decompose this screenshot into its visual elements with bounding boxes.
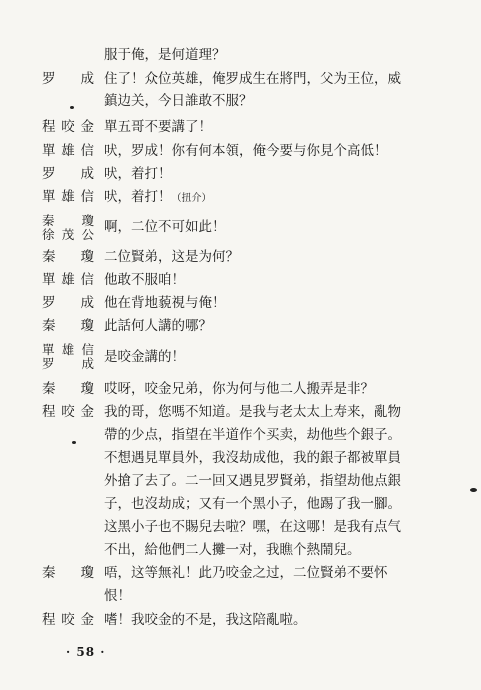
speaker-name: 罗 成 — [42, 356, 94, 371]
line-text: 唔，这等無礼！此乃咬金之过，二位賢弟不要怀 — [104, 565, 388, 581]
line-text: 子，也沒劫成；又有一个黑小子，他踢了我一腳。 — [104, 496, 401, 512]
speaker-name: 罗 成 — [42, 166, 94, 182]
speaker-name: 程咬金 — [42, 612, 94, 628]
line-text: 我的哥，您嗎不知道。是我与老太太上寿来，亂物 — [104, 404, 401, 420]
line-text: 二位賢弟，这是为何？ — [104, 249, 239, 265]
line-text: 帶的少点，指望在半道作个买卖，劫他些个銀子。 — [104, 427, 401, 443]
print-speck — [72, 441, 76, 444]
line-text: 鎮边关，今日誰敢不服？ — [104, 93, 253, 109]
line-text: 吠，罗成！你有何本領，俺今要与你見个高低！ — [104, 143, 388, 159]
print-speck — [70, 106, 74, 109]
speaker-name: 單雄信 — [42, 143, 94, 159]
line-text: 吠，着打！ — [104, 166, 172, 182]
line-text: 單五哥不要講了！ — [104, 119, 212, 135]
speaker-name: 程咬金 — [42, 119, 94, 135]
speaker-name: 秦 瓊 — [42, 249, 94, 265]
page-number: · 58 · — [66, 645, 106, 659]
stage-direction: （扭介） — [171, 193, 212, 204]
line-text: 他在背地藐視与俺！ — [104, 295, 226, 311]
line-text: 不想遇見單員外，我沒劫成他，我的銀子都被單員 — [104, 450, 401, 466]
line-text: 这黑小子也不賜兒去啦？嘿，在这哪！是我有点气 — [104, 519, 401, 535]
line-text: 嗜！我咬金的不是，我这陪亂啦。 — [104, 612, 307, 628]
speaker-name: 單雄信 — [42, 272, 94, 288]
speaker-name: 罗 成 — [42, 71, 94, 87]
line-text: 恨！ — [104, 588, 131, 604]
line-text: 不出，給他們二人攤一对，我瞧个熱鬧兒。 — [104, 542, 361, 558]
line-text: 服于俺，是何道理？ — [104, 47, 226, 63]
line-text: 他敢不服咱！ — [104, 272, 185, 288]
speaker-name: 徐茂公 — [42, 227, 94, 242]
speaker-name: 秦 瓊 — [42, 381, 94, 397]
line-text: 是咬金講的！ — [104, 349, 185, 365]
line-text — [104, 190, 212, 206]
speaker-name: 程咬金 — [42, 404, 94, 420]
speaker-name: 秦 瓊 — [42, 318, 94, 334]
speaker-name: 秦 瓊 — [42, 213, 94, 228]
line-text: 外搶了去了。二一回又遇見罗賢弟，指望劫他点銀 — [104, 473, 401, 489]
line-text: 啊，二位不可如此！ — [104, 219, 226, 235]
line-text: 住了！众位英雄，俺罗成生在將門，父为王位，威 — [104, 71, 401, 87]
line-text: 吠，着打！ — [104, 189, 172, 205]
speaker-name: 秦 瓊 — [42, 565, 94, 581]
line-text: 此話何人講的哪？ — [104, 318, 212, 334]
speaker-name: 單雄信 — [42, 189, 94, 205]
line-text: 哎呀，咬金兄弟，你为何与他二人搬弄是非？ — [104, 381, 374, 397]
speaker-name: 罗 成 — [42, 295, 94, 311]
ink-mark — [470, 488, 477, 492]
speaker-name: 單雄信 — [42, 342, 94, 357]
